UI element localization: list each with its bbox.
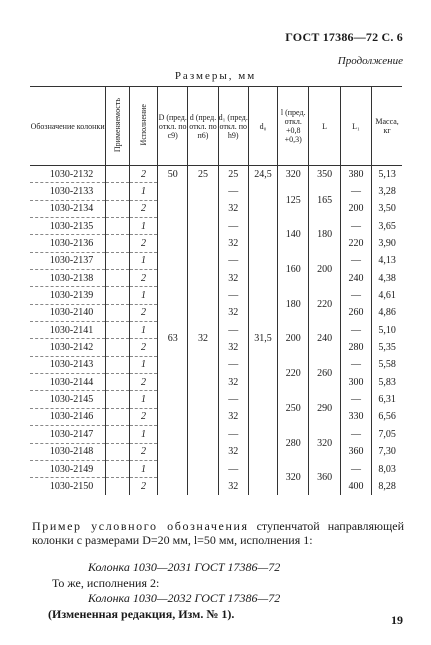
cell-d: 32 xyxy=(188,183,218,495)
cell-mass: 3,28 xyxy=(372,183,402,200)
cell-applicability xyxy=(106,339,130,356)
cell-d1: — xyxy=(218,426,248,443)
cell-d: 25 xyxy=(188,166,218,183)
cell-mass: 5,10 xyxy=(372,322,402,339)
cell-l: 250 xyxy=(278,391,309,426)
cell-version: 2 xyxy=(129,408,157,425)
cell-designation: 1030-2142 xyxy=(30,339,106,356)
cell-L: 360 xyxy=(309,460,340,494)
cell-designation: 1030-2147 xyxy=(30,426,106,443)
cell-L1: 220 xyxy=(340,235,371,252)
cell-designation: 1030-2137 xyxy=(30,252,106,269)
cell-L1: 360 xyxy=(340,443,371,460)
cell-L1: 260 xyxy=(340,304,371,321)
cell-version: 2 xyxy=(129,339,157,356)
cell-L1: — xyxy=(340,460,371,477)
example-designation-2: Колонка 1030—2032 ГОСТ 17386—72 xyxy=(88,591,281,605)
cell-designation: 1030-2138 xyxy=(30,270,106,287)
cell-designation: 1030-2145 xyxy=(30,391,106,408)
cell-L1: 280 xyxy=(340,339,371,356)
cell-mass: 7,30 xyxy=(372,443,402,460)
cell-version: 2 xyxy=(129,374,157,391)
cell-d1: — xyxy=(218,322,248,339)
cell-version: 2 xyxy=(129,304,157,321)
cell-mass: 5,58 xyxy=(372,356,402,373)
cell-mass: 4,86 xyxy=(372,304,402,321)
cell-L1: 330 xyxy=(340,408,371,425)
cell-d1: — xyxy=(218,356,248,373)
cell-L1: — xyxy=(340,183,371,200)
same-version-2: То же, исполнения 2: xyxy=(52,576,160,590)
cell-L1: 380 xyxy=(340,166,371,183)
edition-note: (Измененная редакция, Изм. № 1). xyxy=(48,607,235,621)
cell-applicability xyxy=(106,391,130,408)
cell-L: 260 xyxy=(309,356,340,391)
cell-L1: — xyxy=(340,322,371,339)
cell-L: 350 xyxy=(309,166,340,183)
header-applicability: Применяемость xyxy=(106,87,130,166)
cell-d0: 31,5 xyxy=(248,183,277,495)
cell-version: 1 xyxy=(129,252,157,269)
cell-d1: 32 xyxy=(218,235,248,252)
cell-applicability xyxy=(106,426,130,443)
cell-d1: — xyxy=(218,252,248,269)
cell-designation: 1030-2150 xyxy=(49,480,94,492)
cell-l: 220 xyxy=(278,356,309,391)
cell-applicability xyxy=(106,356,130,373)
cell-l: 180 xyxy=(278,287,309,322)
cell-applicability xyxy=(106,218,130,235)
cell-version: 2 xyxy=(129,235,157,252)
cell-version: 1 xyxy=(129,183,157,200)
cell-version: 2 xyxy=(129,270,157,287)
cell-applicability xyxy=(106,270,130,287)
cell-d1: 32 xyxy=(218,200,248,217)
cell-L1: — xyxy=(340,287,371,304)
cell-applicability xyxy=(106,304,130,321)
example-lead: Пример условного обозначения xyxy=(32,519,249,533)
cell-version: 1 xyxy=(129,356,157,373)
example-designation-1: Колонка 1030—2031 ГОСТ 17386—72 xyxy=(88,560,281,574)
cell-mass: 4,13 xyxy=(372,252,402,269)
dimensions-table xyxy=(30,86,402,495)
cell-designation: 1030-2149 xyxy=(30,460,106,477)
cell-applicability xyxy=(106,443,130,460)
cell-mass: 5,83 xyxy=(372,374,402,391)
cell-applicability xyxy=(106,408,130,425)
cell-l: 125 xyxy=(278,183,309,218)
cell-L1: 400 xyxy=(340,478,371,495)
cell-mass: 3,50 xyxy=(372,200,402,217)
cell-l: 320 xyxy=(278,166,309,183)
cell-L1: 300 xyxy=(340,374,371,391)
cell-designation: 1030-2144 xyxy=(30,374,106,391)
cell-L: 290 xyxy=(309,391,340,426)
cell-d0: 24,5 xyxy=(248,166,277,183)
cell-version: 2 xyxy=(129,478,157,495)
cell-designation: 1030-2148 xyxy=(30,443,106,460)
cell-L: 180 xyxy=(309,218,340,253)
cell-d1: — xyxy=(218,183,248,200)
cell-L1: — xyxy=(340,356,371,373)
cell-d1: — xyxy=(218,218,248,235)
cell-d1: 32 xyxy=(218,443,248,460)
cell-mass: 4,38 xyxy=(372,270,402,287)
cell-version: 1 xyxy=(129,391,157,408)
cell-mass: 4,61 xyxy=(372,287,402,304)
cell-designation: 1030-2135 xyxy=(30,218,106,235)
cell-mass: 6,56 xyxy=(372,408,402,425)
cell-mass: 3,90 xyxy=(372,235,402,252)
cell-d1: 32 xyxy=(218,374,248,391)
cell-designation: 1030-2132 xyxy=(30,166,106,183)
cell-mass: 5,35 xyxy=(372,339,402,356)
header-mass: Масса, кг xyxy=(372,87,402,166)
cell-D: 63 xyxy=(158,183,188,495)
cell-applicability xyxy=(106,478,130,495)
cell-applicability xyxy=(106,166,130,183)
cell-L: 320 xyxy=(309,426,340,461)
cell-d1: 32 xyxy=(218,270,248,287)
cell-d1: — xyxy=(218,391,248,408)
cell-l: 160 xyxy=(278,252,309,287)
cell-designation: 1030-2139 xyxy=(30,287,106,304)
cell-d1: — xyxy=(218,287,248,304)
cell-L: 240 xyxy=(309,322,340,357)
cell-D: 50 xyxy=(158,166,188,183)
cell-L1: — xyxy=(340,426,371,443)
cell-version: 1 xyxy=(129,287,157,304)
cell-l: 200 xyxy=(278,322,309,357)
cell-L1: 200 xyxy=(340,200,371,217)
header-L: L xyxy=(309,87,340,166)
cell-d1: 32 xyxy=(218,304,248,321)
cell-applicability xyxy=(106,252,130,269)
cell-L1: — xyxy=(340,218,371,235)
cell-L: 220 xyxy=(309,287,340,322)
table-row xyxy=(30,183,402,200)
cell-L1: — xyxy=(340,252,371,269)
header-D: D (пред. откл. по с9) xyxy=(158,87,188,166)
cell-version: 2 xyxy=(129,166,157,183)
cell-d1: — xyxy=(218,460,248,477)
example-rest: ступенчатой направляющей колонки с размерами D=20 мм, l=50 мм, исполнения 1: xyxy=(32,519,404,547)
header-d: d (пред. откл. по п6) xyxy=(188,87,218,166)
cell-l: 280 xyxy=(278,426,309,461)
cell-designation: 1030-2136 xyxy=(30,235,106,252)
header-l: l (пред. откл. +0,8 +0,3) xyxy=(278,87,309,166)
cell-L1: — xyxy=(340,391,371,408)
cell-designation: 1030-2146 xyxy=(30,408,106,425)
cell-version: 1 xyxy=(129,218,157,235)
cell-designation: 1030-2133 xyxy=(30,183,106,200)
cell-version: 2 xyxy=(129,443,157,460)
cell-designation: 1030-2134 xyxy=(30,200,106,217)
table-caption: Размеры, мм xyxy=(174,70,257,82)
cell-designation: 1030-2140 xyxy=(30,304,106,321)
cell-version: 2 xyxy=(129,200,157,217)
cell-mass: 3,65 xyxy=(372,218,402,235)
cell-version: 1 xyxy=(129,460,157,477)
table-row xyxy=(30,166,402,183)
cell-designation: 1030-2141 xyxy=(30,322,106,339)
cell-d1: 25 xyxy=(218,166,248,183)
cell-d1: 32 xyxy=(218,339,248,356)
cell-L: 200 xyxy=(309,252,340,287)
cell-applicability xyxy=(106,460,130,477)
header-d1: d₁ (пред. откл. по h9) xyxy=(218,87,248,166)
cell-applicability xyxy=(106,200,130,217)
page-number: 19 xyxy=(391,613,403,627)
header-L1: L₁ xyxy=(340,87,371,166)
cell-L1: 240 xyxy=(340,270,371,287)
header-d0: d₀ xyxy=(248,87,277,166)
cell-version: 1 xyxy=(129,322,157,339)
cell-l: 140 xyxy=(278,218,309,253)
cell-mass: 7,05 xyxy=(372,426,402,443)
cell-d1: 32 xyxy=(218,478,248,495)
header-designation: Обозначение колонки xyxy=(30,87,106,166)
continuation-label: Продолжение xyxy=(337,55,403,67)
cell-version: 1 xyxy=(129,426,157,443)
header-version: Исполнение xyxy=(129,87,157,166)
document-header: ГОСТ 17386—72 С. 6 xyxy=(285,30,403,44)
cell-applicability xyxy=(106,322,130,339)
cell-applicability xyxy=(106,183,130,200)
cell-applicability xyxy=(106,374,130,391)
cell-L: 165 xyxy=(309,183,340,218)
cell-mass: 8,28 xyxy=(372,478,402,495)
table-body xyxy=(30,166,402,495)
cell-designation: 1030-2143 xyxy=(30,356,106,373)
example-paragraph xyxy=(32,519,404,547)
cell-applicability xyxy=(106,235,130,252)
cell-l: 320 xyxy=(278,460,309,494)
cell-mass: 6,31 xyxy=(372,391,402,408)
table-header-row xyxy=(30,87,402,166)
cell-mass: 8,03 xyxy=(372,460,402,477)
cell-mass: 5,13 xyxy=(372,166,402,183)
cell-applicability xyxy=(106,287,130,304)
cell-d1: 32 xyxy=(218,408,248,425)
